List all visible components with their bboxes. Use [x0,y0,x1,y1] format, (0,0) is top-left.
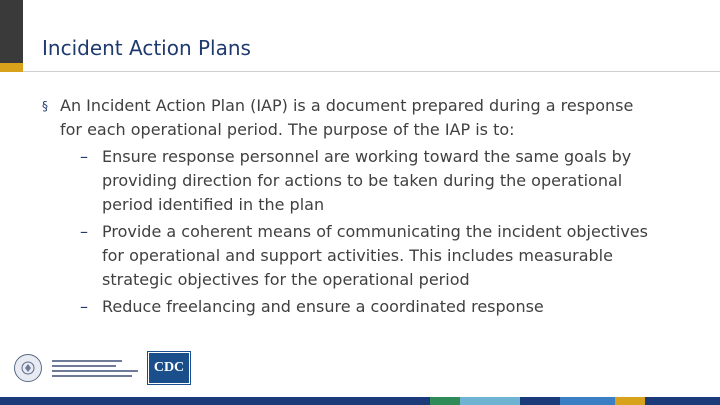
bar-segment [615,397,645,405]
bar-segment [430,397,460,405]
accent-gold-block [0,63,23,72]
sub-bullet-2-line-3: strategic objectives for the operational period [102,270,470,289]
bar-segment [0,397,430,405]
bottom-color-bar [0,397,720,405]
sub-bullet-2-line-2: for operational and support activities. This includes measurable [102,246,613,265]
university-seal-icon [14,354,42,382]
sub-bullet-1-line-2: providing direction for actions to be taken during the operational [102,171,623,190]
main-bullet-line-2: for each operational period. The purpose of the IAP is to: [60,120,515,139]
cdc-logo: CDC [148,352,190,384]
dash-icon: – [80,222,88,241]
sub-bullet-2-line-1: Provide a coherent means of communicating the incident objectives [102,222,648,241]
slide-title: Incident Action Plans [42,36,251,60]
sub-bullet-1 [42,145,682,217]
sub-bullet-1-line-1: Ensure response personnel are working toward the same goals by [102,147,632,166]
sub-bullet-1-line-3: period identified in the plan [102,195,325,214]
slide-body [42,94,682,322]
bar-segment [460,397,520,405]
bar-segment [645,397,720,405]
sub-bullet-3 [42,295,682,319]
accent-dark-block [0,0,23,63]
dash-icon: – [80,297,88,316]
main-bullet [42,94,682,142]
main-bullet-line-1: An Incident Action Plan (IAP) is a document prepared during a response [60,96,634,115]
dash-icon: – [80,147,88,166]
bullet-icon: § [42,99,48,113]
footer-logos [14,352,190,384]
seal-emblem-icon [20,360,36,376]
sub-bullet-2 [42,220,682,292]
bar-segment [560,397,615,405]
bar-segment [520,397,560,405]
sub-bullet-3-line-1: Reduce freelancing and ensure a coordinated response [102,297,544,316]
title-divider [23,71,720,72]
university-wordmark [52,360,138,377]
